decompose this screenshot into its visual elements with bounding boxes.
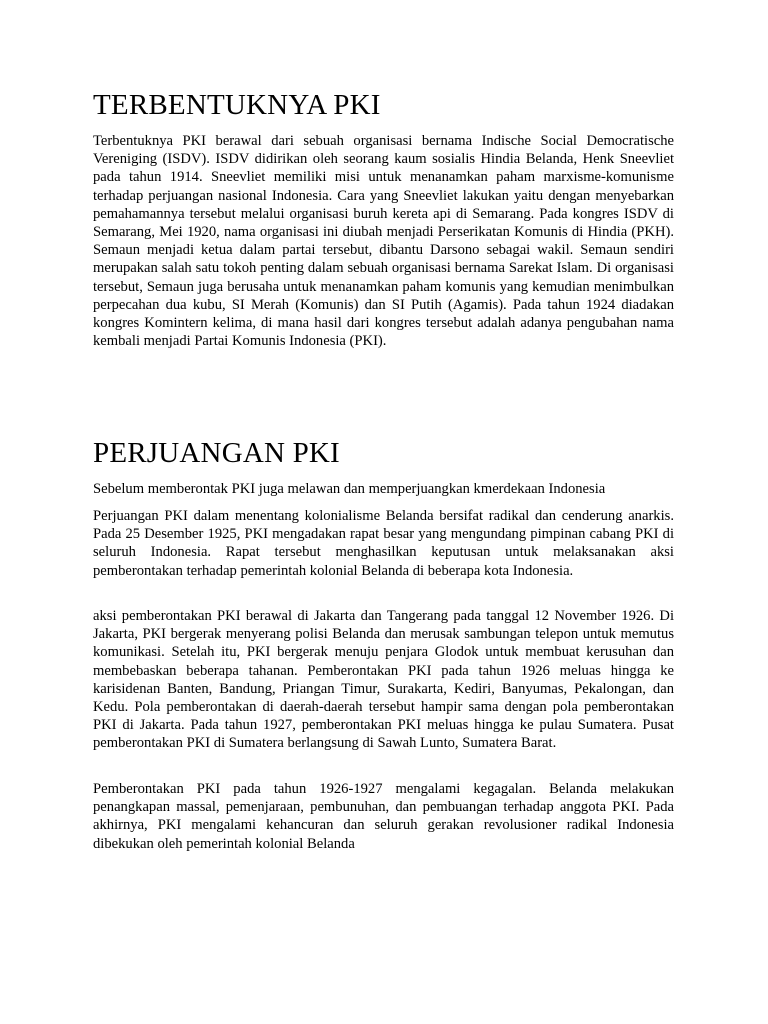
section-heading-perjuangan: PERJUANGAN PKI bbox=[93, 437, 340, 469]
section-1-paragraph: Terbentuknya PKI berawal dari sebuah organisasi bernama Indische Social Democratische Vereniging (ISDV). ISDV didirikan oleh seorang kaum sosialis Hindia Belanda, Henk Sneevliet pada tahun 1914. Sneevliet memiliki misi untuk menanamkan paham marxisme-komunisme terhadap perjuangan nasional Indonesia. Cara yang Sneevliet lakukan yaitu dengan menyebarkan pemahamannya tersebut melalui organisasi buruh kereta api di Semarang. Pada kongres ISDV di Semarang, Mei 1920, nama organisasi ini diubah menjadi Perserikatan Komunis di Hindia (PKH). Semaun menjadi ketua dalam partai tersebut, dibantu Darsono sebagai wakil. Semaun sendiri merupakan salah satu tokoh penting dalam sebuah organisasi bernama Sarekat Islam. Di organisasi tersebut, Semaun juga berusaha untuk menanamkan paham komunis yang kemudian menimbulkan perpecahan dua kubu, SI Merah (Komunis) dan SI Putih (Agamis). Pada tahun 1924 diadakan kongres Komintern kelima, di mana hasil dari kongres tersebut adalah adanya pengubahan nama kembali menjadi Partai Komunis Indonesia (PKI). bbox=[93, 133, 674, 350]
section-2-paragraph-kegagalan: Pemberontakan PKI pada tahun 1926-1927 mengalami kegagalan. Belanda melakukan penangkapan massal, pemenjaraan, pembunuhan, dan pembuangan terhadap anggota PKI. Pada akhirnya, PKI mengalami kehancuran dan seluruh gerakan revolusioner radikal Indonesia dibekukan oleh pemerintah kolonial Belanda bbox=[93, 781, 674, 852]
section-2-paragraph-perjuangan: Perjuangan PKI dalam menentang kolonialisme Belanda bersifat radikal dan cenderung anarkis. Pada 25 Desember 1925, PKI mengadakan rapat besar yang mengundang pimpinan cabang PKI di seluruh Indonesia. Rapat tersebut menghasilkan keputusan untuk melaksanakan aksi pemberontakan terhadap pemerintah kolonial Belanda di beberapa kota Indonesia. bbox=[93, 508, 674, 579]
section-2-paragraph-intro: Sebelum memberontak PKI juga melawan dan memperjuangkan kmerdekaan Indonesia bbox=[93, 481, 606, 497]
section-heading-terbentuknya: TERBENTUKNYA PKI bbox=[93, 89, 381, 121]
section-2-paragraph-aksi: aksi pemberontakan PKI berawal di Jakarta dan Tangerang pada tanggal 12 November 1926. Di Jakarta, PKI bergerak menyerang polisi Belanda dan merusak sambungan telepon untuk memutus komunikasi. Setelah itu, PKI bergerak menuju penjara Glodok untuk membuat kerusuhan dan membebaskan beberapa tahanan. Pemberontakan PKI pada tahun 1926 meluas hingga ke karisidenan Banten, Bandung, Priangan Timur, Surakarta, Kediri, Banyumas, Pekalongan, dan Kedu. Pola pemberontakan di daerah-daerah tersebut hampir sama dengan pola pemberontakan PKI di Jakarta. Pada tahun 1927, pemberontakan PKI meluas hingga ke pulau Sumatera. Pusat pemberontakan PKI di Sumatera berlangsung di Sawah Lunto, Sumatera Barat. bbox=[93, 608, 674, 752]
